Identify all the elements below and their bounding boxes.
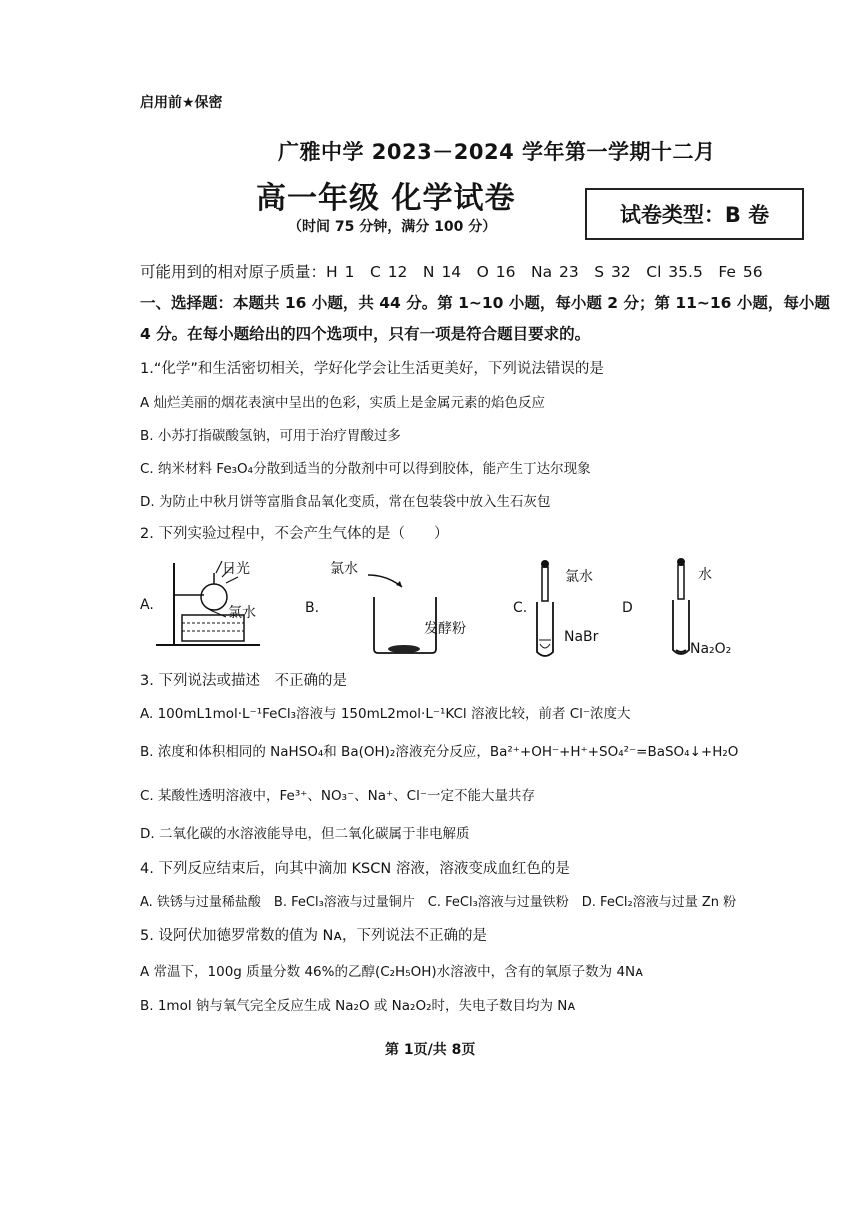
q4-stem: 4. 下列反应结束后，向其中滴加 KSCN 溶液，溶液变成血红色的是 [140, 861, 570, 877]
q2-fig-b-reagent-label: 氯水 [330, 561, 358, 577]
q1-option-c: C. 纳米材料 Fe₃O₄分散到适当的分散剂中可以得到胶体，能产生丁达尔现象 [140, 461, 591, 477]
q2-fig-d-reagent-label: 水 [698, 567, 712, 583]
q2-fig-c-reagent-label: 氯水 [565, 569, 593, 585]
q2-fig-a-reagent-label: 氯水 [228, 605, 256, 621]
page-number-footer: 第 1页/共 8页 [385, 1042, 476, 1058]
q2-fig-b-solid-label: 发酵粉 [424, 621, 466, 637]
section-one-line2: 4 分。在每小题给出的四个选项中，只有一项是符合题目要求的。 [140, 325, 591, 343]
q2-fig-b-letter: B. [305, 600, 320, 616]
q2-fig-b-beaker [362, 565, 442, 657]
q3-option-b: B. 浓度和体积相同的 NaHSO₄和 Ba(OH)₂溶液充分反应，Ba²⁺+OH⁻+H⁺+SO₄²⁻=BaSO₄↓+H₂O [140, 744, 739, 760]
q3-option-c: C. 某酸性透明溶液中，Fe³⁺、NO₃⁻、Na⁺、Cl⁻一定不能大量共存 [140, 788, 535, 804]
q3-option-d: D. 二氧化碳的水溶液能导电，但二氧化碳属于非电解质 [140, 826, 470, 842]
q2-fig-d-solid-label: Na₂O₂ [690, 641, 732, 657]
paper-type-box [585, 188, 804, 240]
school-term-line: 广雅中学 2023－2024 学年第一学期十二月 [278, 140, 716, 164]
q2-fig-a-letter: A. [140, 597, 154, 613]
q2-fig-d-letter: D [622, 600, 633, 616]
q5-option-a: A 常温下，100g 质量分数 46%的乙醇(C₂H₅OH)水溶液中，含有的氧原子数为 4Nᴀ [140, 964, 644, 980]
q5-stem: 5. 设阿伏加德罗常数的值为 Nᴀ，下列说法不正确的是 [140, 928, 487, 944]
paper-type-label: 试卷类型：B 卷 [619, 203, 770, 227]
q1-stem: 1.“化学”和生活密切相关，学好化学会让生活更美好，下列说法错误的是 [140, 361, 604, 377]
confidential-label: 启用前★保密 [140, 95, 223, 111]
q5-option-b: B. 1mol 钠与氧气完全反应生成 Na₂O 或 Na₂O₂时，失电子数目均为 Nᴀ [140, 998, 576, 1014]
q3-stem: 3. 下列说法或描述 不正确的是 [140, 673, 347, 689]
q2-fig-a-sun-label: 日光 [222, 561, 250, 577]
q2-fig-a-apparatus [152, 555, 282, 655]
q1-option-a: A 灿烂美丽的烟花表演中呈出的色彩，实质上是金属元素的焰色反应 [140, 395, 546, 411]
q2-fig-c-letter: C. [513, 600, 528, 616]
time-score-info: （时间 75 分钟，满分 100 分） [288, 219, 497, 235]
q3-option-a: A. 100mL1mol·L⁻¹FeCl₃溶液与 150mL2mol·L⁻¹KCl 溶液比较，前者 Cl⁻浓度大 [140, 706, 631, 722]
q2-fig-c-test-tube [530, 558, 570, 662]
q2-stem: 2. 下列实验过程中，不会产生气体的是（ ） [140, 526, 449, 542]
atomic-masses-line: 可能用到的相对原子质量：H 1 C 12 N 14 O 16 Na 23 S 32 Cl 35.5 Fe 56 [140, 263, 763, 281]
exam-title: 高一年级 化学试卷 [256, 181, 516, 216]
q2-fig-c-solid-label: NaBr [564, 629, 599, 645]
q1-option-b: B. 小苏打指碳酸氢钠，可用于治疗胃酸过多 [140, 428, 401, 444]
section-one-line1: 一、选择题：本题共 16 小题，共 44 分。第 1~10 小题，每小题 2 分；第 11~16 小题，每小题 [140, 294, 830, 312]
q4-options: A. 铁锈与过量稀盐酸 B. FeCl₃溶液与过量铜片 C. FeCl₃溶液与过量铁粉 D. FeCl₂溶液与过量 Zn 粉 [140, 895, 737, 910]
q1-option-d: D. 为防止中秋月饼等富脂食品氧化变质，常在包装袋中放入生石灰包 [140, 494, 551, 510]
